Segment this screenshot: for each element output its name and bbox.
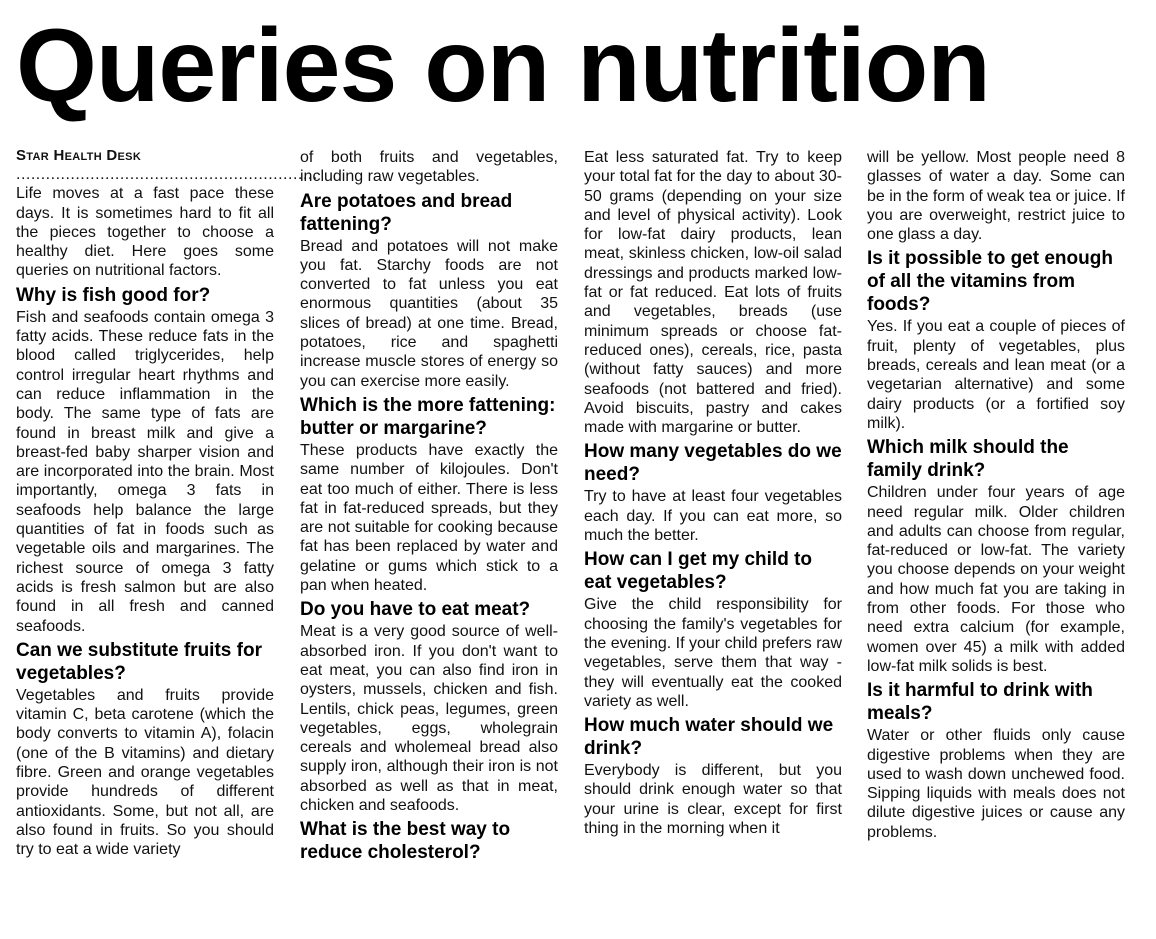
heading-fish: Why is fish good for? [16, 284, 211, 306]
headline: Queries on nutrition [16, 8, 990, 124]
heading-cholesterol: What is the best way to reduce cholesterol? [300, 819, 511, 864]
body-vitamins: Yes. If you eat a couple of pieces of fruit, plenty of vegetables, plus breads, cereals and lean meat (or a vegetarian alternative) and some dairy products (or a fortified soy milk). [867, 318, 1125, 432]
heading-eat-meat: Do you have to eat meat? [300, 599, 531, 621]
column-3 [584, 148, 842, 838]
body-drink-meals: Water or other fluids only cause digestive problems when they are used to wash down unchewed food. Sipping liquids with meals does not dilute digestive juices or cause any problems. [867, 727, 1125, 841]
heading-drink-meals: Is it harmful to drink with meals? [867, 680, 1093, 725]
body-potatoes-bread: Bread and potatoes will not make you fat. Starchy foods are not converted to fat unless you eat enormous quantities (about 35 slices of bread) at one time. Bread, potatoes, rice and spaghetti increase muscle stores of energy so you can exercise more easily. [300, 237, 558, 390]
heading-potatoes-bread: Are potatoes and bread fattening? [300, 190, 513, 235]
byline: Star Health Desk [16, 147, 142, 164]
body-water-part2: will be yellow. Most people need 8 glasses of water a day. Some can be in the form of weak tea or juice. If you are overweight, restrict juice to one glass a day. [867, 149, 1125, 244]
body-water-part1: Everybody is different, but you should drink enough water so that your urine is clear, except for first thing in the morning when it [584, 762, 842, 838]
body-fish: Fish and seafoods contain omega 3 fatty acids. These reduce fats in the blood called triglycerides, help control irregular heart rhythms and can reduce inflammation in the body. The same type of fats are found in breast milk and give a breast-fed baby sharper vision and are incorporated into the brain. Most importantly, omega 3 fats in seafoods help balance the large quantities of fat in foods such as vegetable oils and margarines. The richest source of omega 3 fatty acids is fresh salmon but are also found in all fresh and canned seafoods. [16, 308, 274, 635]
heading-child-vegetables: How can I get my child to eat vegetables? [584, 549, 813, 594]
body-butter-margarine: These products have exactly the same number of kilojoules. Don't eat too much of either. There is less fat in fat-reduced spreads, but they are not suitable for cooking because fat has been replaced by water and gelatine or gums which stick to a pan when heated. [300, 441, 558, 595]
body-fruits-vegetables-part1: Vegetables and fruits provide vitamin C, beta carotene (which the body converts to vitamin A), folacin (one of the B vitamins) and dietary fibre. Green and orange vegetables provide hundreds of different antioxidants. Some, but not all, are also found in fruits. So you should try to eat a wide variety [16, 686, 274, 859]
column-2 [300, 148, 558, 865]
column-4 [867, 148, 1125, 842]
heading-milk: Which milk should the family drink? [867, 437, 1069, 482]
body-how-many-vegetables: Try to have at least four vegetables each day. If you can eat more, so much the better. [584, 488, 842, 545]
heading-fruits-vegetables: Can we substitute fruits for vegetables? [16, 639, 262, 684]
body-eat-meat: Meat is a very good source of well-absorbed iron. If you don't want to eat meat, you can also find iron in oysters, mussels, chicken and fish. Lentils, chick peas, legumes, green vegetables, eggs, wholegrain cereals and wholemeal bread also supply iron, although their iron is not absorbed as well as that in meat, chicken and seafoods. [300, 623, 558, 815]
body-fruits-vegetables-part2: of both fruits and vegetables, including raw vegetables. [300, 149, 558, 186]
body-cholesterol: Eat less saturated fat. Try to keep your total fat for the day to about 30-50 grams (depending on your size and level of physical activity). Look for low-fat dairy products, lean meat, skinless chicken, low-oil salad dressings and products marked low-fat or fat reduced. Eat lots of fruits and vegetables, breads (use minimum spreads or choose fat-reduced ones), cereals, rice, pasta (without fatty sauces) and more seafoods (not battered and fried). Avoid biscuits, pastry and cakes made with margarine or butter. [584, 149, 842, 437]
heading-butter-margarine: Which is the more fattening: butter or margarine? [300, 394, 556, 439]
body-child-vegetables: Give the child responsibility for choosing the family's vegetables for the evening. If your child prefers raw vegetables, serve them that way - they will eventually eat the cooked variety as well. [584, 596, 842, 710]
body-milk: Children under four years of age need regular milk. Older children and adults can choose from regular, fat-reduced or low-fat. The variety you choose depends on your weight and how much fat you are taking in from other foods. For those who need extra calcium (for example, women over 45) a milk with added low-fat milk solids is best. [867, 484, 1125, 675]
heading-vitamins: Is it possible to get enough of all the vitamins from foods? [867, 248, 1113, 316]
byline-separator: ............................................................. [16, 166, 318, 184]
column-1 [16, 146, 318, 860]
heading-how-many-vegetables: How many vegetables do we need? [584, 441, 842, 486]
intro-paragraph: Life moves at a fast pace these days. It is sometimes hard to fit all the pieces together to choose a healthy diet. Here goes some queries on nutritional factors. [16, 185, 274, 280]
heading-water: How much water should we drink? [584, 715, 834, 760]
